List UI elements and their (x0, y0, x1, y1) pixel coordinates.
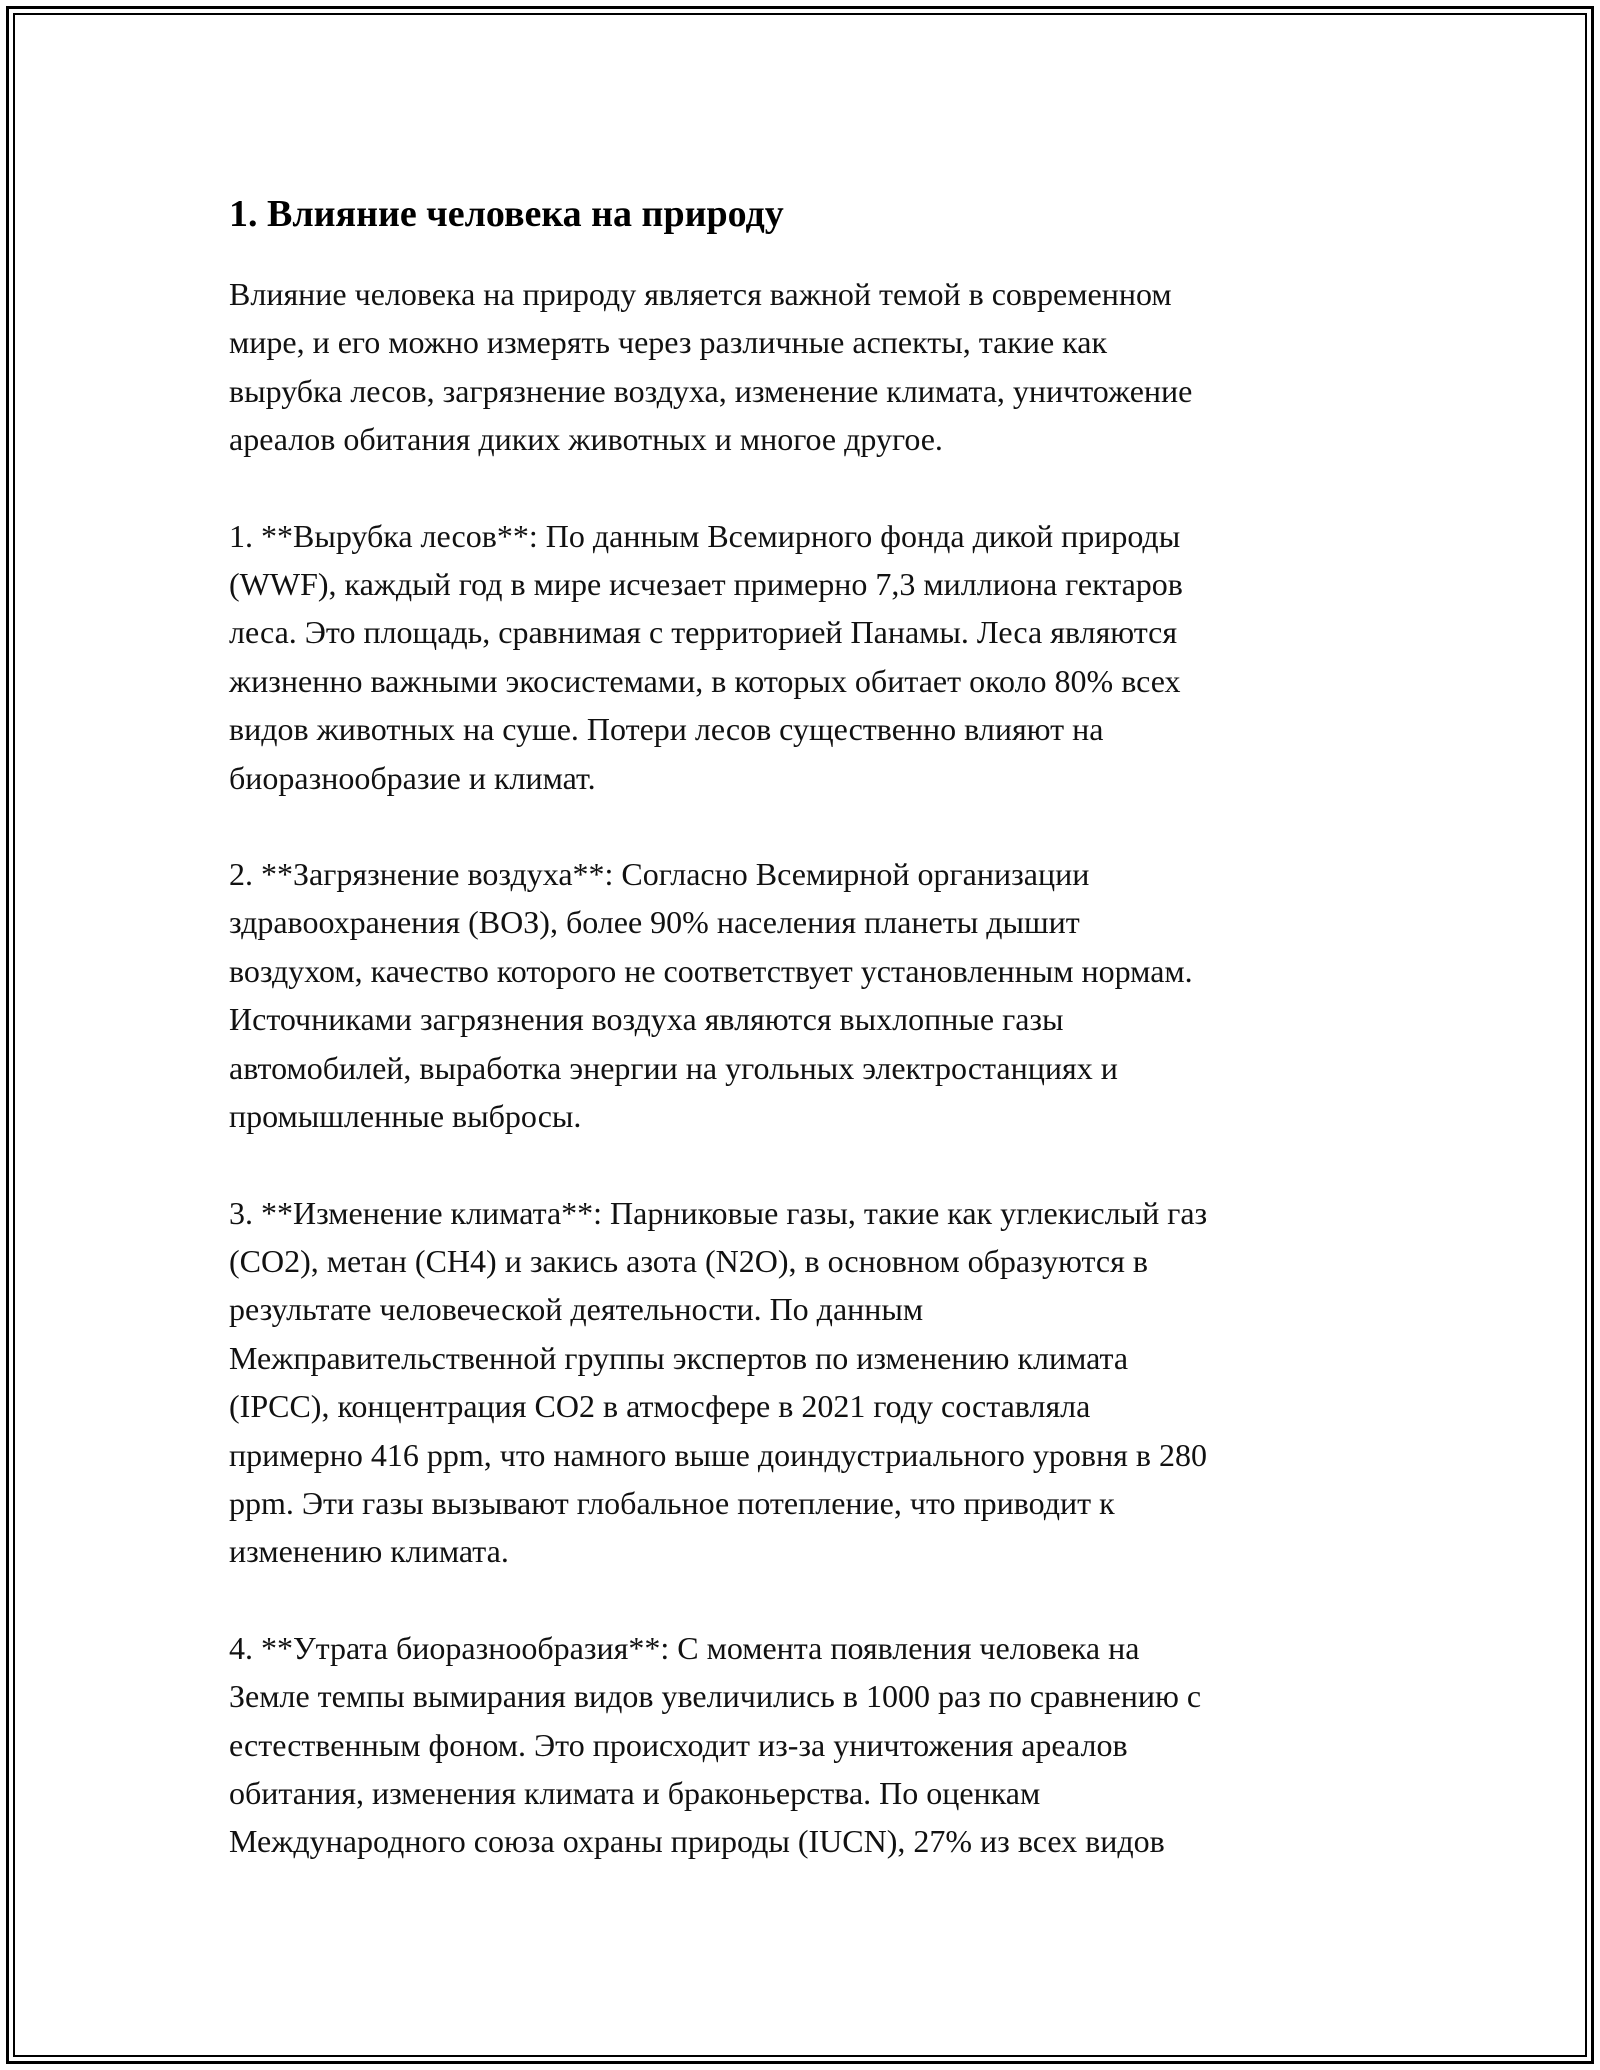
climate-change-paragraph: 3. **Изменение климата**: Парниковые газы, такие как углекислый газ (CO2), метан (CH4) и закись азота (N2O), в основном образуются в результате человеческой деятельности. По данным Межправительственной группы экспертов по изменению климата (IPCC), концентрация CO2 в атмосфере в 2021 году составляла примерно 416 ppm, что намного выше доиндустриального уровня в 280 ppm. Эти газы вызывают глобальное потепление, что приводит к изменению климата. (229, 1194, 1208, 1570)
document-body (229, 184, 1379, 1914)
deforestation-paragraph: 1. **Вырубка лесов**: По данным Всемирного фонда дикой природы (WWF), каждый год в мире исчезает примерно 7,3 миллиона гектаров леса. Это площадь, сравнимая с территорией Панамы. Леса являются жизненно важными экосистемами, в которых обитает около 80% всех видов животных на суше. Потери лесов существенно влияют на биоразнообразие и климат. (229, 517, 1183, 796)
air-pollution-paragraph: 2. **Загрязнение воздуха**: Согласно Всемирной организации здравоохранения (ВОЗ), более 90% населения планеты дышит воздухом, качество которого не соответствует установленным нормам. Источниками загрязнения воздуха являются выхлопные газы автомобилей, выработка энергии на угольных электростанциях и промышленные выбросы. (229, 856, 1193, 1135)
document-title: 1. Влияние человека на природу (229, 193, 784, 235)
intro-paragraph: Влияние человека на природу является важной темой в современном мире, и его можно измерять через различные аспекты, такие как вырубка лесов, загрязнение воздуха, изменение климата, уничтожение ареалов обитания диких животных и многое другое. (229, 276, 1193, 458)
biodiversity-loss-paragraph: 4. **Утрата биоразнообразия**: С момента появления человека на Земле темпы вымирания видов увеличились в 1000 раз по сравнению с естественным фоном. Это происходит из-за уничтожения ареалов обитания, изменения климата и браконьерства. По оценкам Международного союза охраны природы (IUCN), 27% из всех видов (229, 1629, 1202, 1860)
